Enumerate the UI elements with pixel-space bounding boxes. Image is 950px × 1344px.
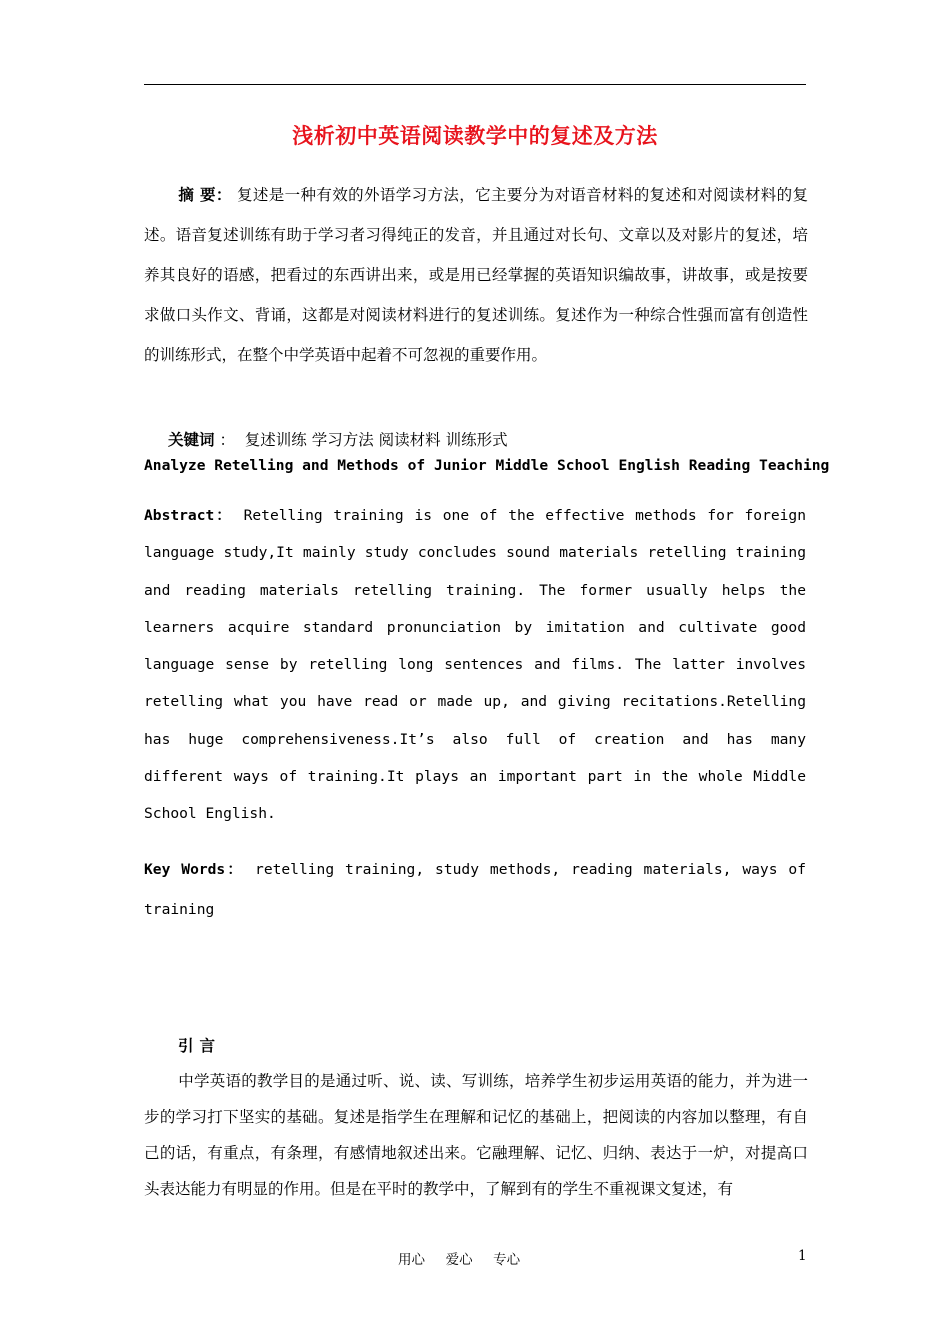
english-abstract-text: Retelling training is one of the effective methods for foreign language study,It mainly study concludes sound materials retelling training and reading materials retelling training. The former usually helps the learners acquire standard pronunciation by imitation and cultivate good language sense by retelling long sentences and films. The latter involves retelling what you have read or made up, and giving recitations.Retelling has huge comprehensiveness.It’s also full of creation and has many different ways of training.It plays an important part in the whole Middle School English. <box>144 507 807 823</box>
english-keywords <box>144 850 806 930</box>
english-abstract <box>144 497 806 833</box>
introduction-text: 中学英语的教学目的是通过听、说、读、写训练，培养学生初步运用英语的能力，并为进一步的学习打下坚实的基础。复述是指学生在理解和记忆的基础上，把阅读的内容加以整理，有自己的话，有重点，有条理，有感情地叙述出来。它融理解、记忆、归纳、表达于一炉，对提高口头表达能力有明显的作用。但是在平时的教学中，了解到有的学生不重视课文复述，有 <box>144 1072 808 1198</box>
chinese-keywords-text: 复述训练 学习方法 阅读材料 训练形式 <box>244 431 508 449</box>
page-footer: 用心 爱心 专心 <box>398 1252 521 1268</box>
chinese-abstract <box>144 175 808 375</box>
english-keywords-label: Key Words： <box>144 861 245 878</box>
chinese-keywords-label: 关键词 <box>168 430 215 449</box>
page-number: 1 <box>798 1248 807 1264</box>
chinese-keywords <box>168 428 508 452</box>
introduction-body <box>144 1063 808 1207</box>
chinese-abstract-text: 复述是一种有效的外语学习方法，它主要分为对语音材料的复述和对阅读材料的复述。语音复述训练有助于学习者习得纯正的发音，并且通过对长句、文章以及对影片的复述，培养其良好的语感，把看过的东西讲出来，或是用已经掌握的英语知识编故事，讲故事，或是按要求做口头作文、背诵，这都是对阅读材料进行的复述训练。复述作为一种综合性强而富有创造性的训练形式，在整个中学英语中起着不可忽视的重要作用。 <box>144 186 808 364</box>
header-rule <box>144 84 806 85</box>
chinese-keywords-separator: ： <box>214 431 245 449</box>
english-title: Analyze Retelling and Methods of Junior Middle School English Reading Teaching <box>144 457 830 474</box>
english-abstract-label: Abstract： <box>144 507 233 524</box>
document-title: 浅析初中英语阅读教学中的复述及方法 <box>292 123 658 148</box>
chinese-abstract-label: 摘 要： <box>178 185 232 204</box>
english-keywords-text: retelling training, study methods, reading materials, ways of training <box>144 861 807 918</box>
introduction-heading: 引言 <box>178 1036 222 1055</box>
